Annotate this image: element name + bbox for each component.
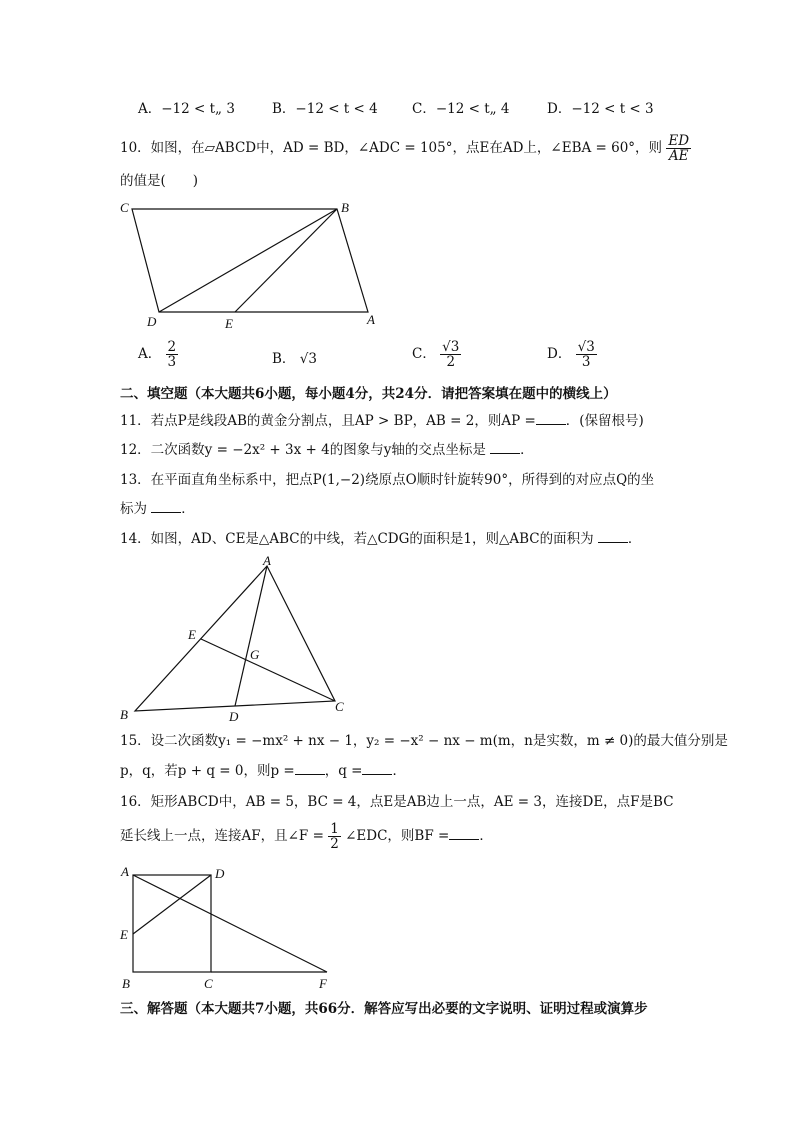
q10-label-e: E bbox=[225, 316, 233, 331]
q10-option-d-fraction: $\frac{√3}{3}$ bbox=[577, 339, 595, 370]
q15-answer-blank-p[interactable] bbox=[295, 762, 325, 775]
q16-line2: 延长线上一点，连接AF，且∠F = $\frac{1}{2}$ ∠EDC，则BF = ． bbox=[120, 821, 493, 852]
q16-line1: 16．矩形ABCD中，AB = 5，BC = 4，点E是AB边上一点，AE = 3，连接DE，点F是BC bbox=[120, 794, 674, 810]
q15-line1: 15．设二次函数y₁ = −mx² + nx − 1，y₂ = −x² − nx − m(m，n是实数，m ≠ 0)的最大值分别是 bbox=[120, 733, 728, 749]
q12-answer-blank[interactable] bbox=[490, 441, 520, 454]
q13-answer-blank[interactable] bbox=[151, 500, 181, 513]
q10-question bbox=[120, 134, 691, 163]
q10-text2: 的值是( ) bbox=[120, 173, 199, 189]
q14-label-e: E bbox=[188, 627, 196, 642]
q14-question: 14．如图，AD、CE是△ABC的中线，若△CDG的面积是1，则△ABC的面积为 ． bbox=[120, 531, 642, 547]
q16-figure bbox=[115, 862, 340, 994]
q11-question: 11．若点P是线段AB的黄金分割点，且AP > BP，AB = 2，则AP = ．(保留根号) bbox=[120, 413, 644, 429]
q9-option-a: A．−12 < t„ 3 bbox=[138, 101, 235, 117]
q10-label-a: A bbox=[367, 312, 375, 327]
q10-option-c: C． $\frac{√3}{2}$ bbox=[412, 339, 460, 370]
q10-option-b: B． √3 bbox=[272, 351, 317, 367]
q16-label-b: B bbox=[122, 976, 130, 991]
q16-label-e: E bbox=[120, 927, 128, 942]
q10-label-b: B bbox=[341, 200, 349, 215]
q14-label-a: A bbox=[263, 553, 271, 568]
q15-line2: p，q，若p + q = 0，则p = ，q = ． bbox=[120, 763, 406, 779]
section3-heading: 三、解答题（本大题共7小题，共66分．解答应写出必要的文字说明、证明过程或演算步 bbox=[120, 1001, 648, 1017]
q15-answer-blank-q[interactable] bbox=[362, 762, 392, 775]
q11-answer-blank[interactable] bbox=[536, 412, 566, 425]
q9-option-b: B．−12 < t < 4 bbox=[272, 101, 378, 117]
q10-option-a-fraction: $\frac{2}{3}$ bbox=[167, 339, 177, 370]
section2-heading: 二、填空题（本大题共6小题，每小题4分，共24分．请把答案填在题中的横线上） bbox=[120, 386, 617, 402]
q13-line1: 13．在平面直角坐标系中，把点P(1,−2)绕原点O顺时针旋转90°，所得到的对应点Q的坐 bbox=[120, 472, 655, 488]
q10-option-d: D． $\frac{√3}{3}$ bbox=[547, 339, 595, 370]
q10-option-c-fraction: $\frac{√3}{2}$ bbox=[442, 339, 460, 370]
q14-label-d: D bbox=[229, 709, 239, 724]
q9-option-d: D．−12 < t < 3 bbox=[547, 101, 654, 117]
q16-label-f: F bbox=[319, 976, 327, 991]
q16-label-c: C bbox=[204, 976, 213, 991]
q14-label-c: C bbox=[335, 699, 344, 714]
q12-question: 12．二次函数y = −2x² + 3x + 4的图象与y轴的交点坐标是 ． bbox=[120, 442, 534, 458]
q14-label-g: G bbox=[250, 647, 260, 662]
q10-label-d: D bbox=[147, 314, 157, 329]
q10-text: 10．如图，在▱ABCD中，AD = BD，∠ADC = 105°，点E在AD上，∠EBA = 60°，则 bbox=[120, 140, 663, 156]
q16-answer-blank[interactable] bbox=[449, 827, 479, 840]
q16-label-d: D bbox=[215, 866, 225, 881]
q10-label-c: C bbox=[120, 200, 129, 215]
q14-answer-blank[interactable] bbox=[598, 530, 628, 543]
q10-option-a: A． $\frac{2}{3}$ bbox=[138, 339, 177, 370]
q13-line2: 标为 ． bbox=[120, 501, 195, 517]
q14-figure bbox=[115, 553, 355, 725]
q10-figure bbox=[115, 196, 385, 334]
q16-label-a: A bbox=[121, 864, 129, 879]
q9-option-c: C．−12 < t„ 4 bbox=[412, 101, 510, 117]
q10-fraction: $\frac{ED}{AE}$ bbox=[668, 133, 690, 164]
q14-label-b: B bbox=[120, 707, 128, 722]
q16-fraction: $\frac{1}{2}$ bbox=[330, 821, 339, 852]
